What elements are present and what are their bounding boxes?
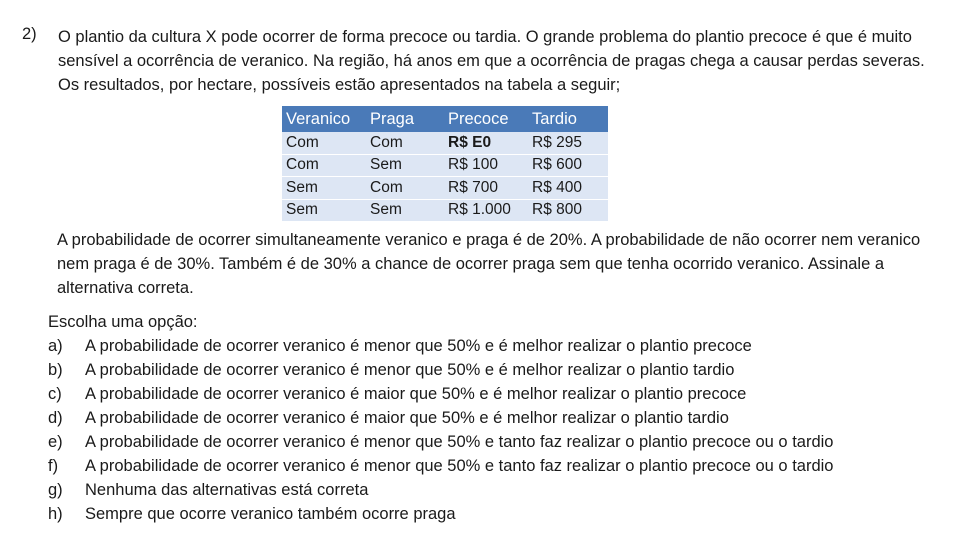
cell-precoce: R$ E0 [444,132,528,154]
cell-tardio: R$ 400 [528,177,608,200]
table-row [282,177,608,200]
option-text: A probabilidade de ocorrer veranico é menor que 50% e é melhor realizar o plantio tardio [85,361,735,379]
option-a[interactable] [48,334,833,358]
table-row [282,154,608,177]
cell-praga: Com [366,177,444,200]
probability-info: A probabilidade de ocorrer simultaneamente veranico e praga é de 20%. A probabilidade de não ocorrer nem veranico nem praga é de 30%. Também é de 30% a chance de ocorrer praga sem que tenha ocorrido veranico. Assinale a alternativa correta. [57,231,921,297]
results-table [282,106,608,222]
cell-praga: Com [366,132,444,154]
table-row [282,199,608,222]
option-letter: c) [48,385,62,403]
cell-precoce: R$ 100 [444,154,528,177]
cell-precoce: R$ 1.000 [444,199,528,222]
cell-precoce: R$ 700 [444,177,528,200]
cell-veranico: Sem [282,199,366,222]
option-h[interactable] [48,502,833,526]
cell-tardio: R$ 800 [528,199,608,222]
option-text: A probabilidade de ocorrer veranico é menor que 50% e tanto faz realizar o plantio precoce ou o tardio [85,433,834,451]
option-text: A probabilidade de ocorrer veranico é menor que 50% e é melhor realizar o plantio precoce [85,337,752,355]
option-letter: h) [48,505,63,523]
option-b[interactable] [48,358,833,382]
question-number: 2) [22,25,37,43]
cell-veranico: Com [282,154,366,177]
question-text: O plantio da cultura X pode ocorrer de forma precoce ou tardia. O grande problema do plantio precoce é que é muito sensível a ocorrência de veranico. Na região, há anos em que a ocorrência de pragas chega a causar perdas severas. Os resultados, por hectare, possíveis estão apresentados na tabela a seguir; [58,28,925,94]
cell-praga: Sem [366,199,444,222]
header-praga: Praga [366,106,444,132]
table-row [282,132,608,154]
option-text: Nenhuma das alternativas está correta [85,481,369,499]
cell-praga: Sem [366,154,444,177]
option-letter: g) [48,481,63,499]
option-d[interactable] [48,406,833,430]
option-letter: f) [48,457,59,475]
table-header-row [282,106,608,132]
header-veranico: Veranico [282,106,366,132]
option-letter: b) [48,361,63,379]
header-tardio: Tardio [528,106,608,132]
option-text: A probabilidade de ocorrer veranico é maior que 50% e é melhor realizar o plantio tardio [85,409,729,427]
option-c[interactable] [48,382,833,406]
option-letter: e) [48,433,63,451]
cell-veranico: Sem [282,177,366,200]
option-g[interactable] [48,478,833,502]
cell-tardio: R$ 295 [528,132,608,154]
option-text: A probabilidade de ocorrer veranico é menor que 50% e tanto faz realizar o plantio precoce ou o tardio [85,457,834,475]
option-e[interactable] [48,430,833,454]
cell-veranico: Com [282,132,366,154]
option-letter: a) [48,337,63,355]
option-letter: d) [48,409,63,427]
option-f[interactable] [48,454,833,478]
header-precoce: Precoce [444,106,528,132]
option-text: Sempre que ocorre veranico também ocorre praga [85,505,456,523]
answer-options [48,334,833,526]
choose-option-label: Escolha uma opção: [48,313,198,331]
cell-tardio: R$ 600 [528,154,608,177]
option-text: A probabilidade de ocorrer veranico é maior que 50% e é melhor realizar o plantio precoce [85,385,747,403]
